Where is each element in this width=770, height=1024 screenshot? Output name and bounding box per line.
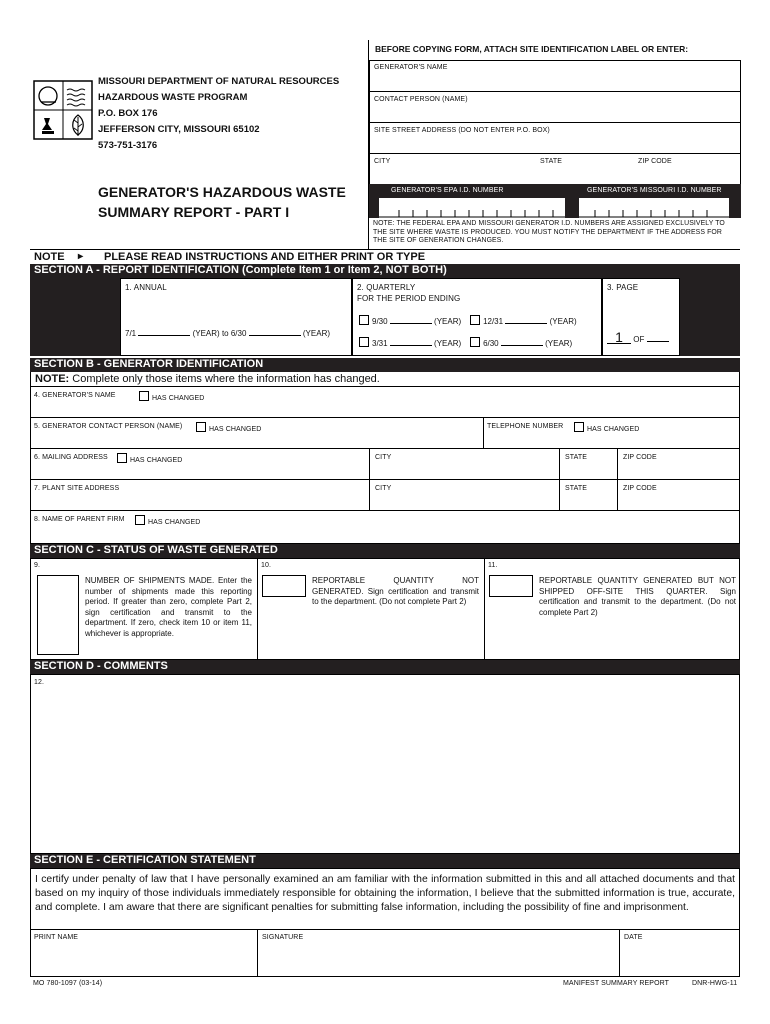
item7-zip-field[interactable] <box>617 480 740 510</box>
item4-checkbox[interactable] <box>139 391 149 401</box>
id-note: NOTE: THE FEDERAL EPA AND MISSOURI GENERATOR I.D. NUMBERS ARE ASSIGNED EXCLUSIVELY TO THE SITE WHERE WASTE IS PRODUCED. YOU MUST NOTIFY THE DEPARTMENT IF THE ADDRESS FOR THE SITE OF GENERATION CHANGES. <box>373 220 725 244</box>
quarter-row-1 <box>359 315 577 326</box>
agency-city: JEFFERSON CITY, MISSOURI 65102 <box>98 124 260 135</box>
telephone-has-changed-label: HAS CHANGED <box>587 426 640 433</box>
section-c-body <box>30 558 740 660</box>
contact-row <box>30 417 740 449</box>
note-label: NOTE <box>34 251 65 263</box>
header-city-label[interactable]: CITY <box>374 158 391 165</box>
parent-firm-row[interactable] <box>30 510 740 544</box>
mo-id-header <box>579 184 729 198</box>
item7-state-label: STATE <box>565 485 588 492</box>
item6-city-field[interactable] <box>369 449 560 479</box>
item6-field[interactable] <box>31 449 369 479</box>
item7-city-label: CITY <box>375 485 392 492</box>
form-number: MO 780-1097 (03-14) <box>33 980 103 987</box>
telephone-label: TELEPHONE NUMBER <box>487 423 564 430</box>
q-630-year-field[interactable] <box>501 345 543 346</box>
q-630-label: 6/30 <box>483 339 499 348</box>
section-c-title: SECTION C - STATUS OF WASTE GENERATED <box>30 544 740 558</box>
signature-row <box>30 929 740 977</box>
id-row-left-fill <box>369 184 379 218</box>
item6-city-label: CITY <box>375 454 392 461</box>
q-930-checkbox[interactable] <box>359 315 369 325</box>
section-b-title: SECTION B - GENERATOR IDENTIFICATION <box>30 358 740 372</box>
mo-id-number-boxes[interactable] <box>579 198 729 218</box>
q-1231-year-field[interactable] <box>505 323 547 324</box>
site-id-box <box>368 40 741 249</box>
signature-label: SIGNATURE <box>262 934 304 941</box>
plant-site-row <box>30 479 740 511</box>
item12-label: 12. <box>34 679 45 686</box>
section-b-note <box>30 372 740 386</box>
q-331-year-label: (YEAR) <box>434 339 462 348</box>
contact-person-field[interactable] <box>369 91 741 123</box>
item4-has-changed <box>139 391 204 402</box>
print-name-field[interactable] <box>31 930 257 976</box>
agency-program: HAZARDOUS WASTE PROGRAM <box>98 92 248 103</box>
comments-field[interactable] <box>30 674 740 854</box>
agency-name: MISSOURI DEPARTMENT OF NATURAL RESOURCES <box>98 76 340 87</box>
note-bar <box>30 249 740 264</box>
quarter-row-2 <box>359 337 572 348</box>
q-1231-checkbox[interactable] <box>470 315 480 325</box>
item7-zip-label: ZIP CODE <box>623 485 657 492</box>
item6-zip-field[interactable] <box>617 449 740 479</box>
item7-label: 7. PLANT SITE ADDRESS <box>34 485 120 492</box>
period-ending-label: FOR THE PERIOD ENDING <box>357 294 461 303</box>
item9-label: 9. <box>34 562 41 569</box>
item11-label: 11. <box>488 562 498 569</box>
print-name-label: PRINT NAME <box>34 934 79 941</box>
agency-phone: 573-751-3176 <box>98 140 158 151</box>
q-1231-year-label: (YEAR) <box>549 317 577 326</box>
q-930-year-field[interactable] <box>390 323 432 324</box>
annual-year-1-label: (YEAR) <box>192 329 220 338</box>
header-zip-label[interactable]: ZIP CODE <box>638 158 672 165</box>
annual-year-1-field[interactable] <box>138 335 190 336</box>
site-street-address-label: SITE STREET ADDRESS (DO NOT ENTER P.O. BOX) <box>374 127 550 134</box>
item10-cell <box>257 559 485 659</box>
id-numbers-row <box>369 184 741 218</box>
telephone-field[interactable] <box>483 418 740 448</box>
item8-has-changed-label: HAS CHANGED <box>148 519 201 526</box>
telephone-has-changed <box>574 422 639 433</box>
annual-year-2-field[interactable] <box>249 335 301 336</box>
q-630-year-label: (YEAR) <box>545 339 573 348</box>
item4-label: 4. GENERATOR'S NAME <box>34 392 116 399</box>
annual-box <box>120 278 352 356</box>
item5-has-changed <box>196 422 261 433</box>
page-number-row <box>607 331 669 344</box>
item8-label: 8. NAME OF PARENT FIRM <box>34 516 125 523</box>
epa-id-number-boxes[interactable] <box>379 198 565 218</box>
item6-has-changed-label: HAS CHANGED <box>130 457 183 464</box>
id-row-right-fill <box>729 184 741 218</box>
item5-checkbox[interactable] <box>196 422 206 432</box>
section-d-title: SECTION D - COMMENTS <box>30 660 740 674</box>
dnr-logo <box>33 80 93 140</box>
page-label: 3. PAGE <box>607 283 639 292</box>
annual-start: 7/1 <box>125 329 137 338</box>
generator-name-label: GENERATOR'S NAME <box>374 64 448 71</box>
header-state-label[interactable]: STATE <box>540 158 563 165</box>
item7-field[interactable] <box>31 480 369 510</box>
annual-label: 1. ANNUAL <box>125 283 167 292</box>
id-row-mid-fill <box>565 184 579 218</box>
form-title-line1: GENERATOR'S HAZARDOUS WASTE <box>98 184 346 200</box>
note-text: PLEASE READ INSTRUCTIONS AND EITHER PRINT OR TYPE <box>104 251 426 263</box>
note-arrow-icon: ▸ <box>78 251 84 262</box>
item4-has-changed-label: HAS CHANGED <box>152 395 205 402</box>
item5-has-changed-label: HAS CHANGED <box>209 426 262 433</box>
item7-city-field[interactable] <box>369 480 560 510</box>
item5-field[interactable] <box>31 418 483 448</box>
item9-cell <box>31 559 257 659</box>
q-331-checkbox[interactable] <box>359 337 369 347</box>
page-total-field[interactable] <box>647 341 669 342</box>
item9-input-box[interactable] <box>37 575 79 655</box>
signature-field[interactable] <box>257 930 620 976</box>
contact-person-label: CONTACT PERSON (NAME) <box>374 96 468 103</box>
item10-label: 10. <box>261 562 272 569</box>
q-331-label: 3/31 <box>372 339 388 348</box>
q-331-year-field[interactable] <box>390 345 432 346</box>
mailing-address-row <box>30 448 740 480</box>
footer-report-name: MANIFEST SUMMARY REPORT <box>563 980 670 987</box>
agency-po-box: P.O. BOX 176 <box>98 108 158 119</box>
item8-has-changed <box>135 515 200 526</box>
item9-text: NUMBER OF SHIPMENTS MADE. Enter the number of shipments made this reporting period. If greater than zero, complete Part 2, sign certification and transmit to the department. If zero, check item 10 or item 11, whichever is appropriate. <box>85 576 252 638</box>
annual-to: to 6/30 <box>221 329 247 338</box>
quarterly-label: 2. QUARTERLY <box>357 283 416 292</box>
form-title <box>98 182 363 222</box>
epa-id-header <box>379 184 565 198</box>
item6-state-field[interactable] <box>559 449 618 479</box>
item11-cell <box>484 559 740 659</box>
section-a-body <box>30 278 740 356</box>
item6-state-label: STATE <box>565 454 588 461</box>
item8-checkbox[interactable] <box>135 515 145 525</box>
city-state-zip-row <box>369 153 741 185</box>
mo-id-label: GENERATOR'S MISSOURI I.D. NUMBER <box>587 187 722 194</box>
footer-code: DNR-HWG-11 <box>692 980 738 987</box>
page-number-field[interactable]: 1 <box>607 331 631 344</box>
generator-name-field[interactable] <box>369 60 741 92</box>
q-1231-label: 12/31 <box>483 317 504 326</box>
before-copying-heading: BEFORE COPYING FORM, ATTACH SITE IDENTIFICATION LABEL OR ENTER: <box>375 44 689 54</box>
date-label: DATE <box>624 934 643 941</box>
item6-has-changed <box>117 453 182 464</box>
section-e-title: SECTION E - CERTIFICATION STATEMENT <box>30 854 740 868</box>
item6-label: 6. MAILING ADDRESS <box>34 454 108 461</box>
page-box <box>602 278 680 356</box>
epa-id-label: GENERATOR'S EPA I.D. NUMBER <box>391 187 504 194</box>
agency-block <box>98 74 368 154</box>
q-630-checkbox[interactable] <box>470 337 480 347</box>
generator-name-row[interactable] <box>30 386 740 418</box>
item5-label: 5. GENERATOR CONTACT PERSON (NAME) <box>34 423 183 430</box>
q-930-label: 9/30 <box>372 317 388 326</box>
telephone-checkbox[interactable] <box>574 422 584 432</box>
item10-input-box[interactable] <box>262 575 306 597</box>
section-a-title: SECTION A - REPORT IDENTIFICATION (Complete Item 1 or Item 2, NOT BOTH) <box>30 264 740 278</box>
item11-text: REPORTABLE QUANTITY GENERATED BUT NOT SHIPPED OFF-SITE THIS QUARTER. Sign certification and transmit to the department. (Do not complete Part 2) <box>539 576 736 617</box>
section-b-note-text: Complete only those items where the information has changed. <box>72 373 380 385</box>
form-title-line2: SUMMARY REPORT - PART I <box>98 204 290 220</box>
certification-statement: I certify under penalty of law that I have personally examined an am familiar with the information submitted in this and all attached documents and that based on my inquiry of those individuals immediately responsible for obtaining the information, I believe that the submitted information is true, accurate, and complete. I am aware that there are significant penalties for submitting false information, including the possibility of fine and imprisonment. <box>35 874 735 914</box>
date-field[interactable] <box>619 930 740 976</box>
item7-state-field[interactable] <box>559 480 618 510</box>
page-of-label: OF <box>633 335 645 344</box>
item6-checkbox[interactable] <box>117 453 127 463</box>
item11-input-box[interactable] <box>489 575 533 597</box>
section-b-note-label: NOTE: <box>35 373 70 385</box>
quarterly-box <box>352 278 602 356</box>
annual-period-row <box>125 329 330 338</box>
certification-statement-box <box>30 868 740 930</box>
annual-year-2-label: (YEAR) <box>302 329 331 338</box>
q-930-year-label: (YEAR) <box>434 317 462 326</box>
item10-text: REPORTABLE QUANTITY NOT GENERATED. Sign certification and transmit to the department. (Do not complete Part 2) <box>312 576 479 607</box>
site-street-address-field[interactable] <box>369 122 741 154</box>
item6-zip-label: ZIP CODE <box>623 454 657 461</box>
